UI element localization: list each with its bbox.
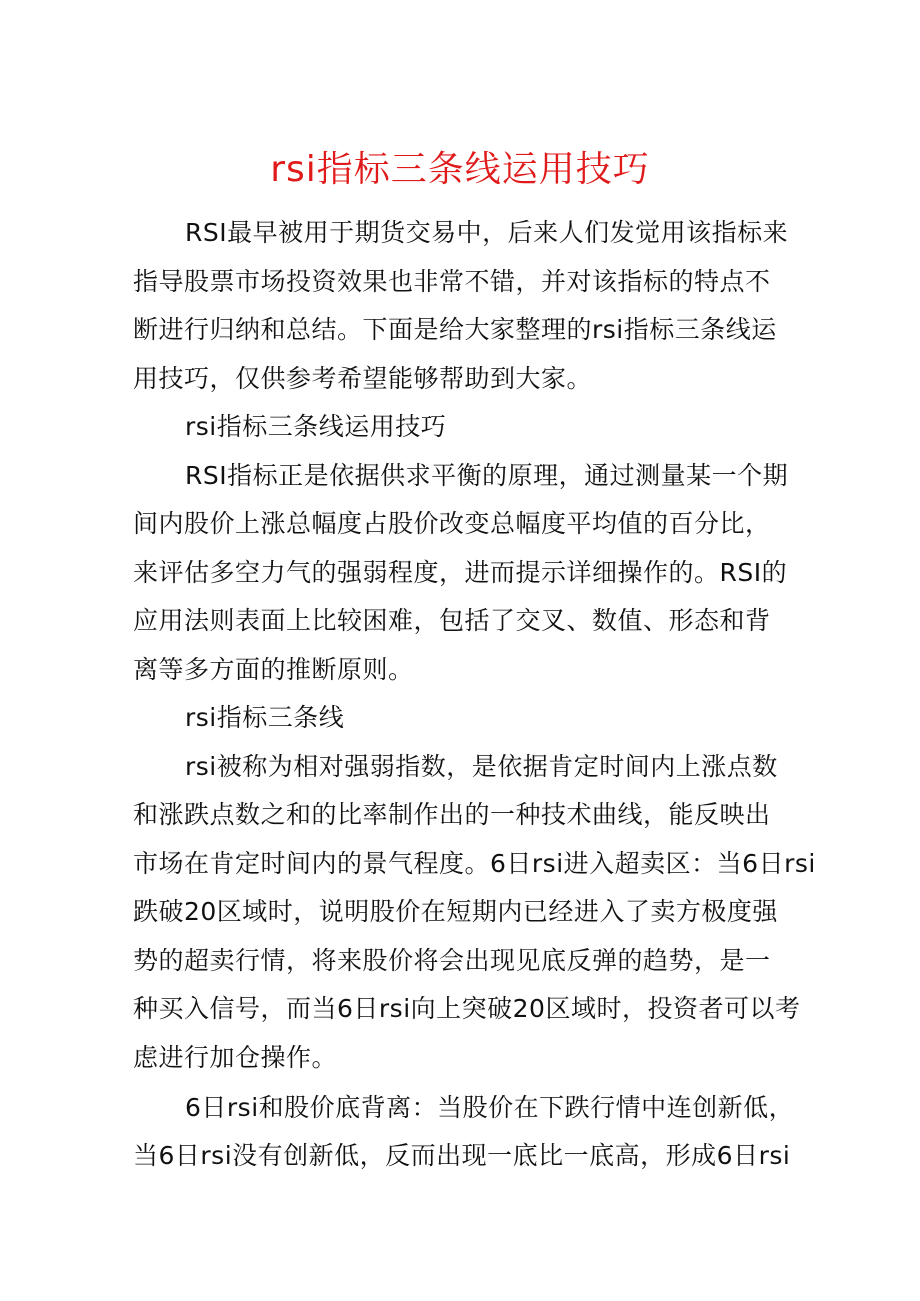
paragraph — [133, 403, 793, 452]
text-line: RSI最早被用于期货交易中，后来人们发觉用该指标来 — [185, 218, 789, 247]
text-line: 种买入信号，而当6日rsi向上突破20区域时，投资者可以考 — [133, 994, 801, 1023]
text-line: 离等多方面的推断原则。 — [133, 654, 414, 684]
document-body — [133, 209, 816, 1181]
text-line: 和涨跌点数之和的比率制作出的一种技术曲线，能反映出 — [133, 800, 771, 829]
paragraph — [133, 1084, 793, 1181]
text-line: 当6日rsi没有创新低，反而出现一底比一底高，形成6日rsi — [133, 1141, 791, 1170]
text-line: 势的超卖行情，将来股价将会出现见底反弹的趋势，是一 — [133, 945, 771, 975]
text-line: 断进行归纳和总结。下面是给大家整理的rsi指标三条线运 — [133, 315, 777, 344]
text-line: 用技巧，仅供参考希望能够帮助到大家。 — [133, 363, 593, 393]
text-line: 来评估多空力气的强弱程度，进而提示详细操作的。RSI的 — [133, 557, 788, 587]
text-line: 间内股价上涨总幅度占股价改变总幅度平均值的百分比， — [133, 509, 771, 538]
paragraph — [133, 452, 793, 695]
text-line: 指导股票市场投资效果也非常不错，并对该指标的特点不 — [133, 266, 771, 296]
text-line: 市场在肯定时间内的景气程度。6日rsi进入超卖区：当6日rsi — [133, 848, 816, 878]
text-line: 跌破20区域时，说明股价在短期内已经进入了卖方极度强 — [133, 897, 778, 926]
text-line: 应用法则表面上比较困难，包括了交叉、数值、形态和背 — [133, 606, 771, 635]
paragraph — [133, 209, 793, 403]
text-line: rsi被称为相对强弱指数，是依据肯定时间内上涨点数 — [185, 751, 778, 781]
text-line: 6日rsi和股价底背离：当股价在下跌行情中连创新低， — [185, 1092, 795, 1122]
paragraph — [133, 743, 816, 1083]
text-line: rsi指标三条线运用技巧 — [185, 412, 447, 441]
paragraph — [133, 694, 793, 743]
text-line: 虑进行加仓操作。 — [133, 1042, 338, 1072]
text-line: rsi指标三条线 — [185, 703, 345, 732]
document-title: rsi指标三条线运用技巧 — [270, 149, 650, 190]
text-line: RSI指标正是依据供求平衡的原理，通过测量某一个期 — [185, 460, 789, 490]
